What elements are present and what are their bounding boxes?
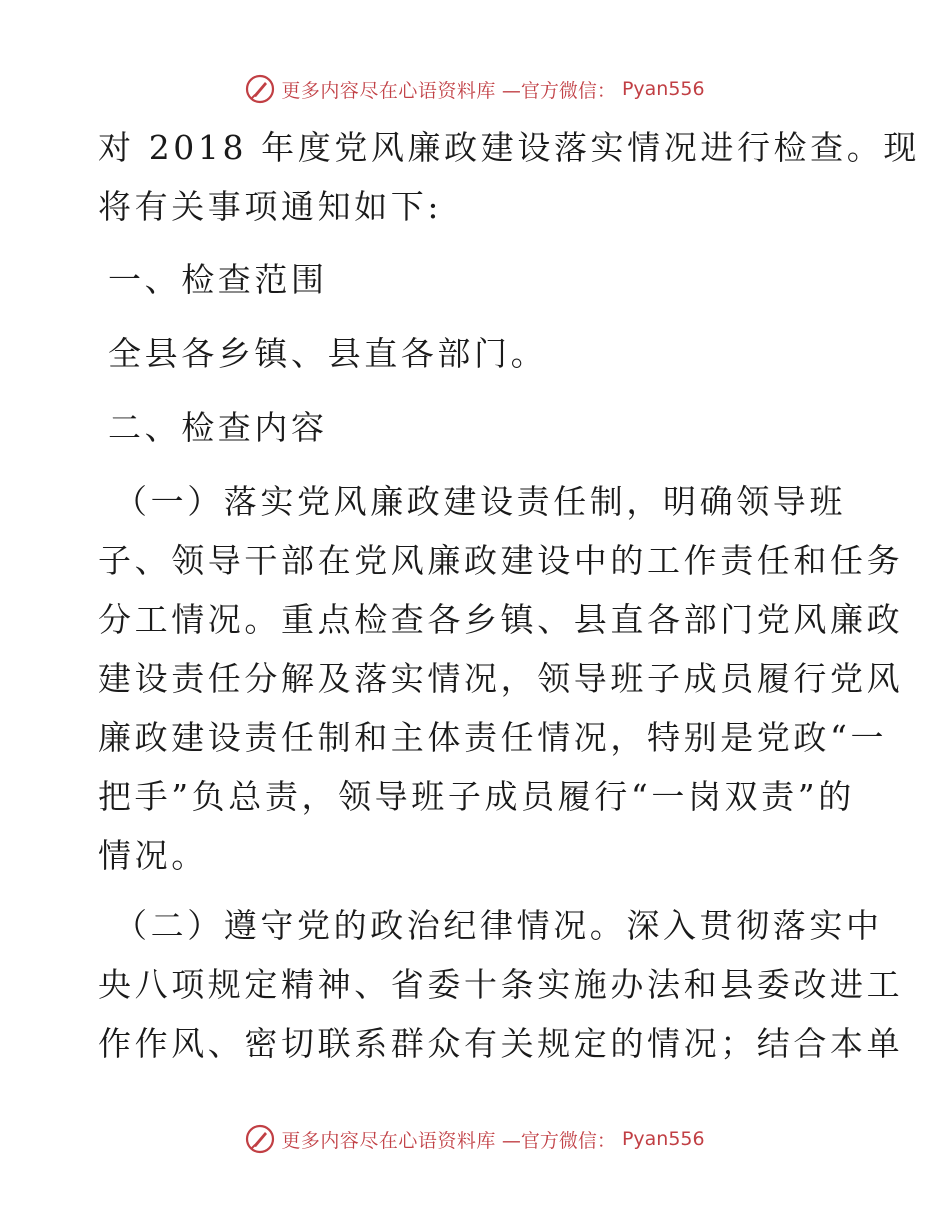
watermark-separator: —官方微信： — [501, 1129, 616, 1152]
watermark-text: 更多内容尽在心语资料库 — [281, 79, 496, 102]
body-line-11: 把手”负总责，领导班子成员履行“一岗双责”的 — [98, 777, 855, 816]
body-line-scope: 全县各乡镇、县直各部门。 — [108, 334, 548, 373]
watermark-text: 更多内容尽在心语资料库 — [281, 1129, 496, 1152]
watermark-handle: Pyan556 — [621, 78, 705, 100]
body-line-item2-start: （二）遵守党的政治纪律情况。深入贯彻落实中 — [114, 906, 883, 945]
quill-logo-icon — [245, 74, 275, 104]
footer-watermark — [0, 1124, 950, 1154]
section-heading-scope: 一、检查范围 — [108, 260, 328, 299]
body-line-8: 分工情况。重点检查各乡镇、县直各部门党风廉政 — [98, 600, 904, 639]
header-watermark — [0, 74, 950, 104]
body-line-item1-start: （一）落实党风廉政建设责任制，明确领导班 — [114, 482, 846, 521]
body-line-9: 建设责任分解及落实情况，领导班子成员履行党风 — [98, 659, 904, 698]
body-line-1: 对 2018 年度党风廉政建设落实情况进行检查。现 — [98, 128, 920, 167]
body-line-15: 作作风、密切联系群众有关规定的情况；结合本单 — [98, 1024, 904, 1063]
watermark-separator: —官方微信： — [501, 79, 616, 102]
quill-logo-icon — [245, 1124, 275, 1154]
body-line-7: 子、领导干部在党风廉政建设中的工作责任和任务 — [98, 541, 904, 580]
body-line-12: 情况。 — [98, 836, 208, 875]
body-line-14: 央八项规定精神、省委十条实施办法和县委改进工 — [98, 965, 904, 1004]
body-line-10: 廉政建设责任制和主体责任情况，特别是党政“一 — [98, 718, 888, 757]
body-line-2: 将有关事项通知如下: — [98, 187, 443, 226]
section-heading-content: 二、检查内容 — [108, 408, 328, 447]
watermark-handle: Pyan556 — [621, 1128, 705, 1150]
